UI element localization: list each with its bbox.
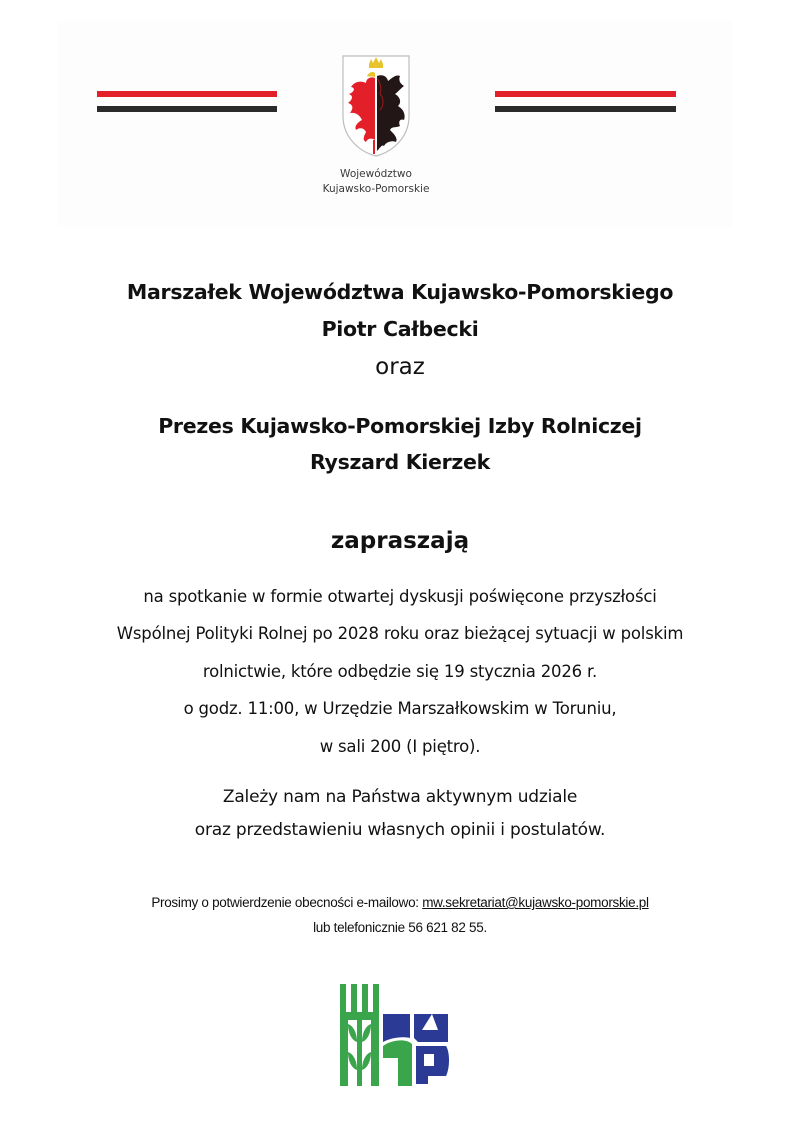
- body-line: rolnictwie, które odbędzie się 19 stycznia 2026 r.: [202, 662, 598, 681]
- conjunction-text: oraz: [375, 354, 425, 380]
- izba-rolnicza-logo-icon: [336, 980, 454, 1090]
- rsvp-line: [0, 895, 800, 910]
- left-black-stripe: [97, 106, 277, 112]
- invitation-verb: zapraszają: [330, 528, 470, 554]
- host1-name: Piotr Całbecki: [321, 317, 479, 341]
- region-caption-line2: Kujawsko-Pomorskie: [322, 183, 430, 195]
- left-red-stripe: [97, 91, 277, 97]
- rsvp-email-link[interactable]: mw.sekretariat@kujawsko-pomorskie.pl: [422, 895, 649, 910]
- right-black-stripe: [495, 106, 676, 112]
- host2-title: Prezes Kujawsko-Pomorskiej Izby Rolniczej: [158, 414, 642, 438]
- note-line: Zależy nam na Państwa aktywnym udziale: [222, 787, 578, 807]
- body-line: na spotkanie w formie otwartej dyskusji poświęcone przyszłości: [143, 587, 657, 606]
- coat-of-arms-icon: [340, 54, 412, 158]
- body-line: w sali 200 (I piętro).: [319, 737, 481, 756]
- rsvp-phone: lub telefonicznie 56 621 82 55.: [313, 920, 487, 935]
- rsvp-prefix: Prosimy o potwierdzenie obecności e-mailowo:: [151, 895, 423, 910]
- body-line: Wspólnej Polityki Rolnej po 2028 roku oraz bieżącej sytuacji w polskim: [116, 624, 684, 643]
- body-line: o godz. 11:00, w Urzędzie Marszałkowskim w Toruniu,: [183, 699, 617, 718]
- host2-name: Ryszard Kierzek: [309, 450, 490, 474]
- host1-title: Marszałek Województwa Kujawsko-Pomorskiego: [126, 280, 674, 304]
- note-line: oraz przedstawieniu własnych opinii i postulatów.: [194, 820, 606, 840]
- right-red-stripe: [495, 91, 676, 97]
- region-caption-line1: Województwo: [340, 168, 412, 180]
